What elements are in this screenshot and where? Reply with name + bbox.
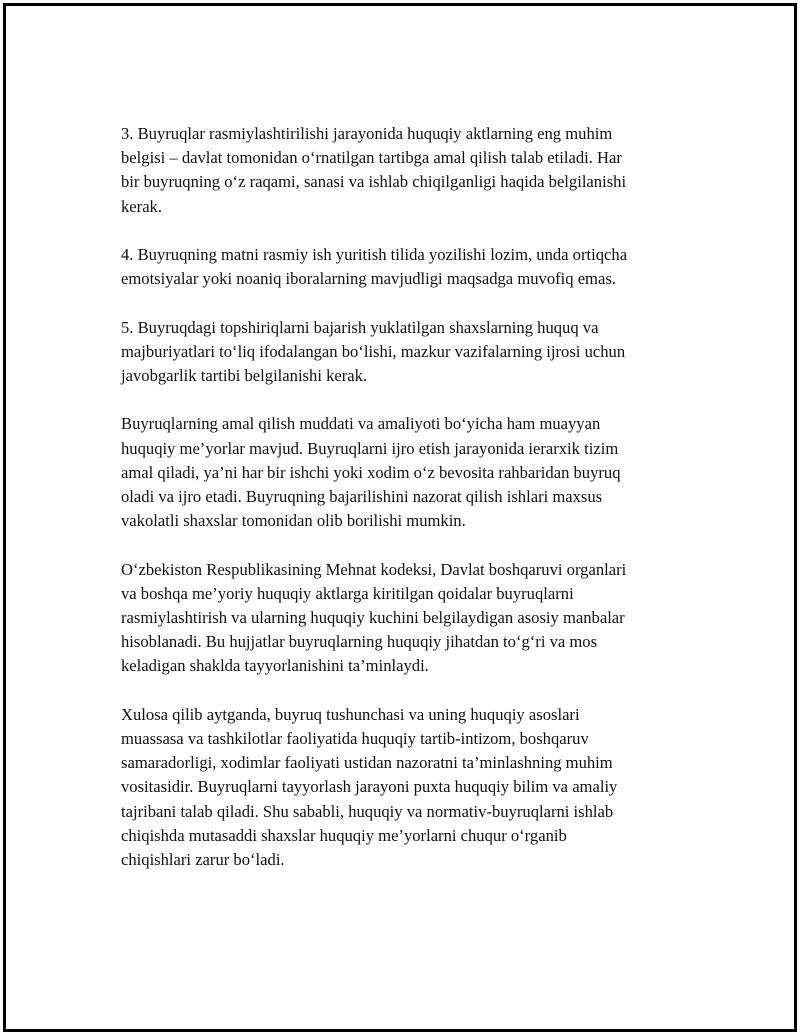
paragraph-validity-hierarchy: Buyruqlarning amal qilish muddati va amaliyoti bo‘yicha ham muayyan huquqiy me’yorlar mavjud. Buyruqlarni ijro etish jarayonida ierarxik tizim amal qiladi, ya’ni har bir ishchi yoki xodim o‘z bevosita rahbaridan buyruq oladi va ijro etadi. Buyruqning bajarilishini nazorat qilish ishlari maxsus vakolatli shaxslar tomonidan olib borilishi mumkin. xyxy=(121,414,621,531)
paragraph-item-4: 4. Buyruqning matni rasmiy ish yuritish tilida yozilishi lozim, unda ortiqcha emotsiyalar yoki noaniq iboralarning mavjudligi maqsadga muvofiq emas. xyxy=(121,245,628,289)
paragraph-legal-sources: O‘zbekiston Respublikasining Mehnat kodeksi, Davlat boshqaruvi organlari va boshqa me’yoriy huquqiy aktlarga kiritilgan qoidalar buyruqlarni rasmiylashtirish va ularning huquqiy kuchini belgilaydigan asosiy manbalar hisoblanadi. Bu hujjatlar buyruqlarning huquqiy jihatdan to‘g‘ri va mos keladigan shaklda tayyorlanishini ta’minlaydi. xyxy=(121,559,627,676)
document-body xyxy=(121,122,696,896)
page-frame xyxy=(3,3,797,1032)
paragraph-item-5: 5. Buyruqdagi topshiriqlarni bajarish yuklatilgan shaxslarning huquq va majburiyatlari to‘liq ifodalangan bo‘lishi, mazkur vazifalarning ijrosi uchun javobgarlik tartibi belgilanishi kerak. xyxy=(121,317,626,385)
paragraph-conclusion: Xulosa qilib aytganda, buyruq tushunchasi va uning huquqiy asoslari muassasa va tashkilotlar faoliyatida huquqiy tartib-intizom, boshqaruv samaradorligi, xodimlar faoliyati ustidan nazoratni ta’minlashning muhim vositasidir. Buyruqlarni tayyorlash jarayoni puxta huquqiy bilim va amaliy tajribani talab qiladi. Shu sababli, huquqiy va normativ-buyruqlarni ishlab chiqishda mutasaddi shaxslar huquqiy me’yorlarni chuqur o‘rganib chiqishlari zarur bo‘ladi. xyxy=(121,704,618,870)
paragraph-item-3: 3. Buyruqlar rasmiylashtirilishi jarayonida huquqiy aktlarning eng muhim belgisi – davlat tomonidan o‘rnatilgan tartibga amal qilish talab etiladi. Har bir buyruqning o‘z raqami, sanasi va ishlab chiqilganligi haqida belgilanishi kerak. xyxy=(121,124,627,216)
